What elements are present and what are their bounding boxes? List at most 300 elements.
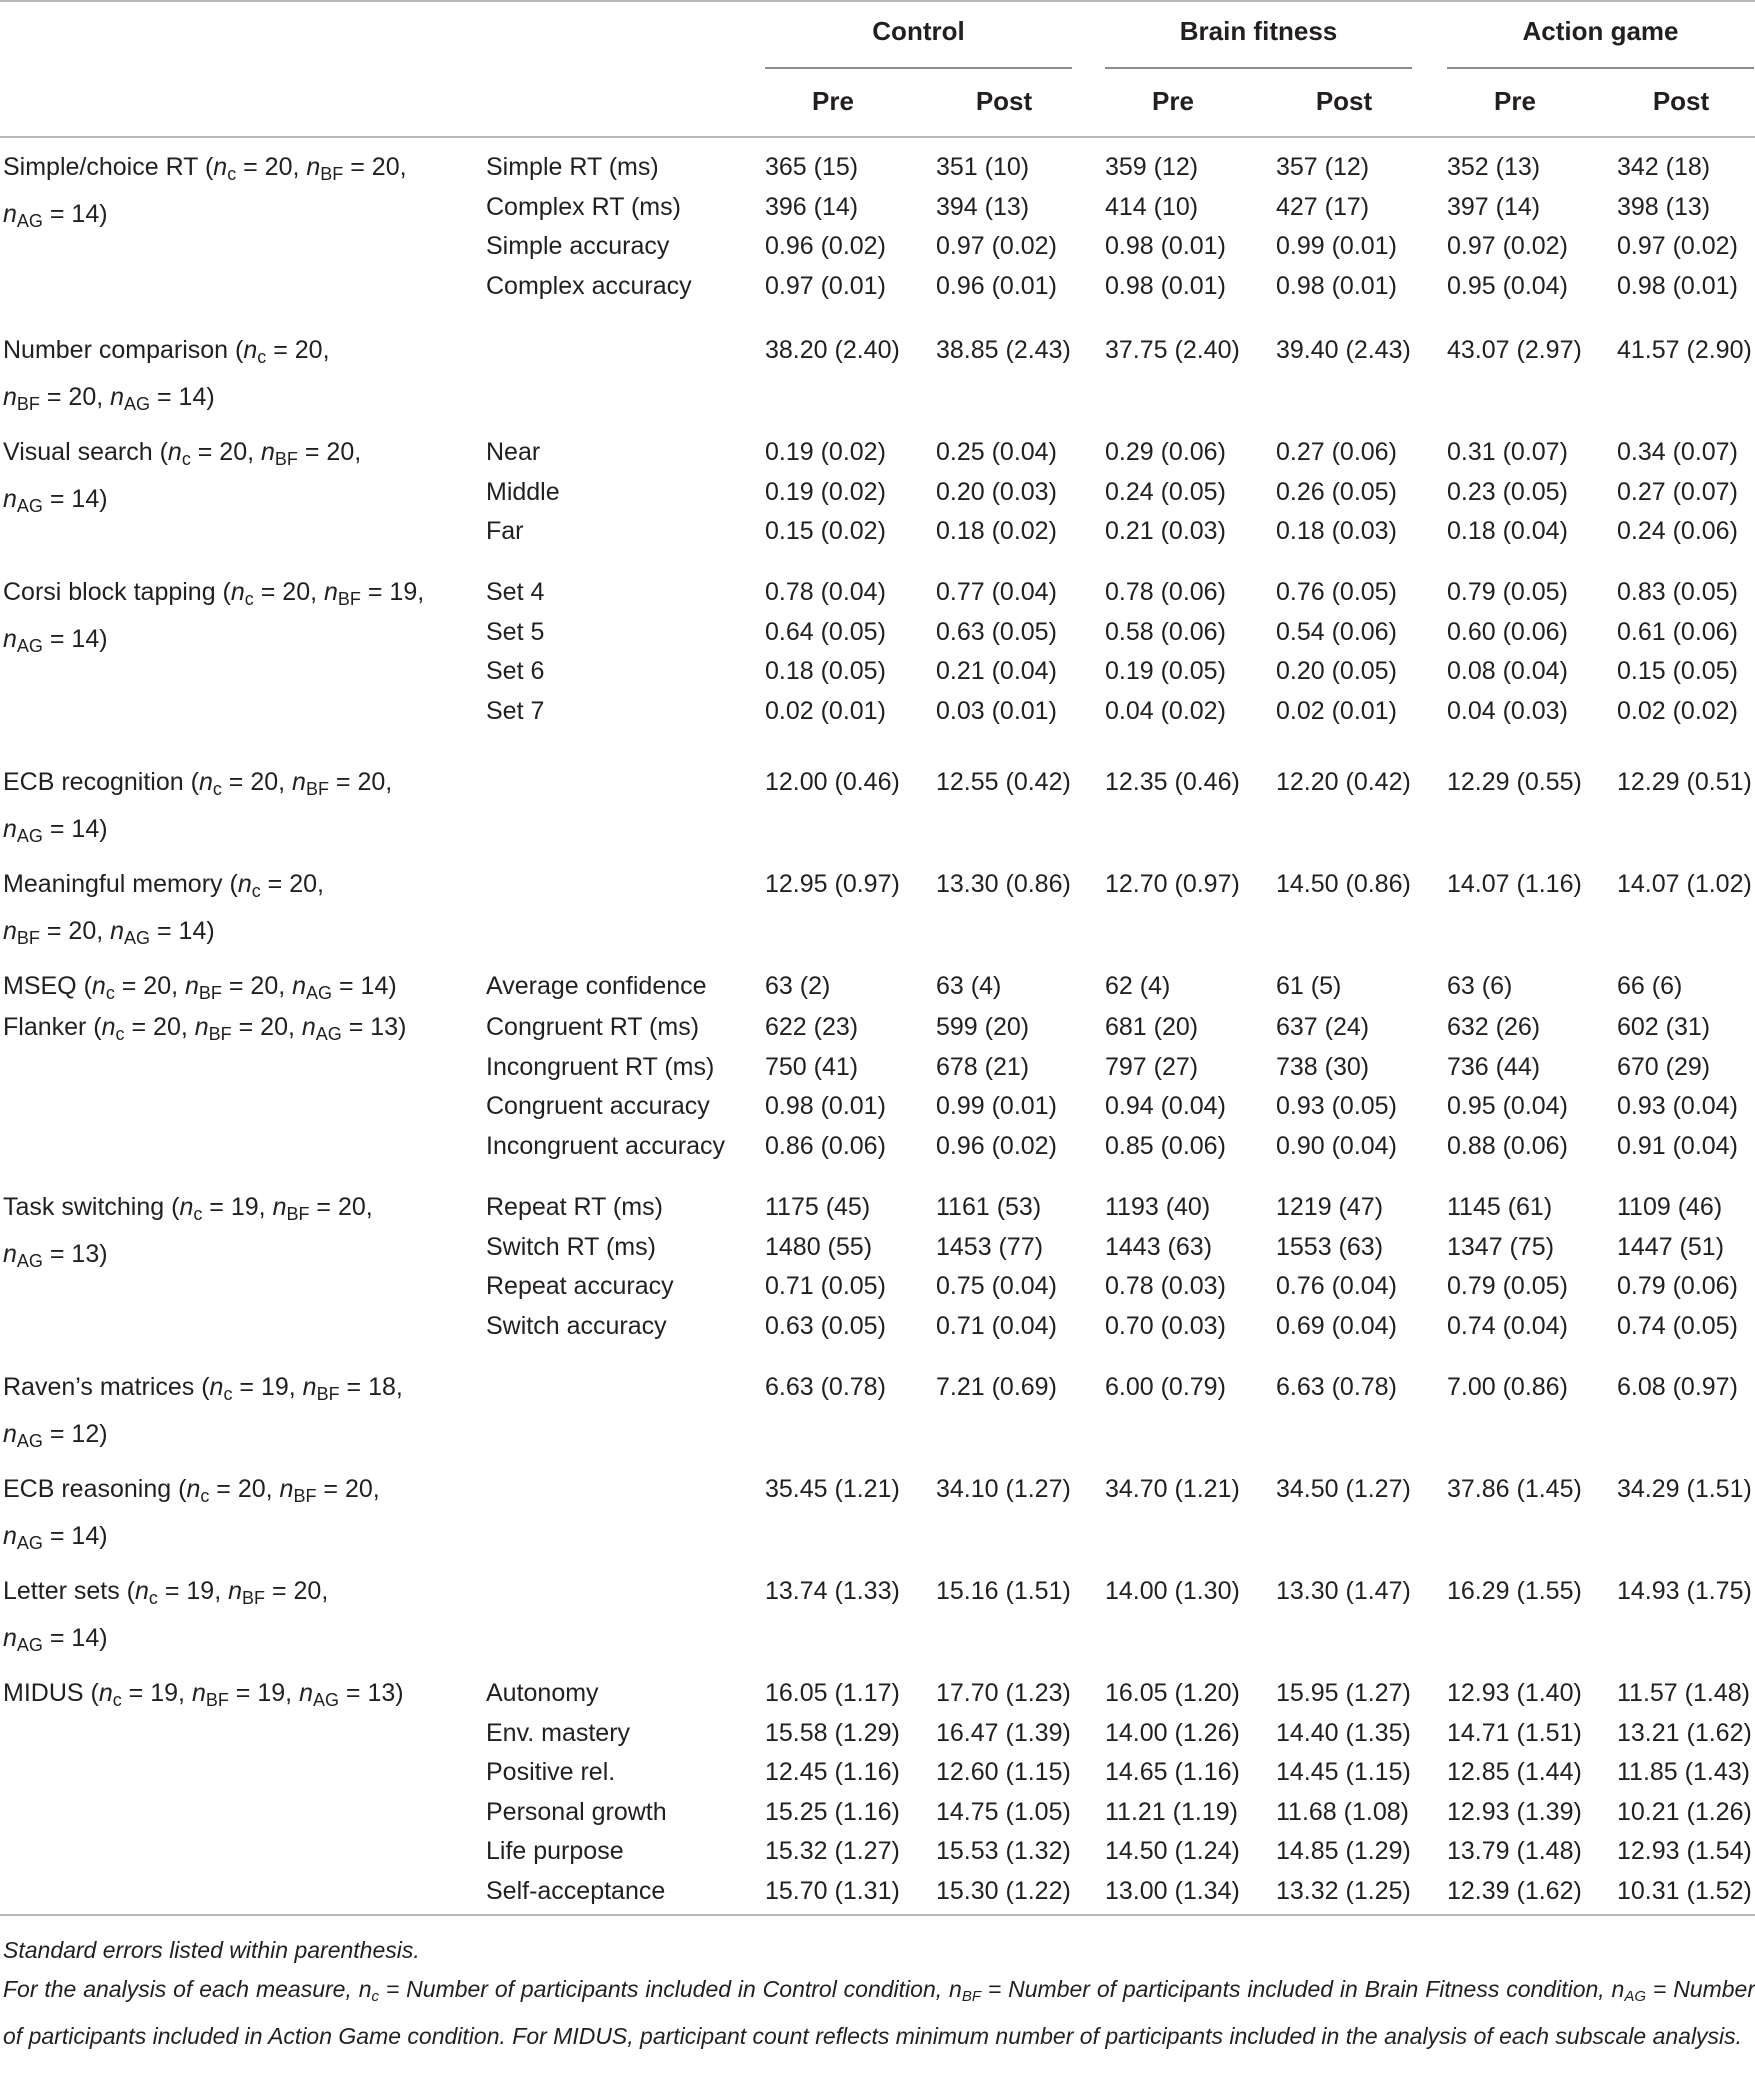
table-cell: 12.29 (0.51) [1617,768,1752,796]
text-segment: = 13) [42,1240,108,1268]
footnote-standard-errors: Standard errors listed within parenthesis. [3,1937,420,1963]
text-segment: = 13) [341,1013,407,1041]
n-subscript: AG [1624,1988,1647,2005]
n-symbol: n [3,1240,17,1268]
table-cell: 0.02 (0.02) [1617,696,1738,725]
table-cell: 0.77 (0.04) [936,578,1057,606]
n-subscript: BF [286,1204,310,1224]
text-segment: MIDUS ( [3,1679,99,1707]
text-segment: Letter sets ( [3,1577,135,1605]
table-cell: 6.00 (0.79) [1105,1373,1226,1401]
text-segment: Visual search ( [3,438,168,466]
n-symbol: n [185,972,199,1000]
table-cell: 12.00 (0.46) [765,768,900,796]
table-cell: 43.07 (2.97) [1447,336,1582,364]
group-header-control: Control [872,16,965,46]
table-cell: 12.70 (0.97) [1105,870,1240,898]
table-cell: 0.02 (0.01) [765,696,886,725]
subscale-label: Self-acceptance [486,1877,666,1905]
table-cell: 0.18 (0.03) [1276,517,1397,546]
text-segment: = 20, [316,1475,380,1503]
table-cell: 15.58 (1.29) [765,1718,900,1747]
table-cell: 6.63 (0.78) [765,1373,886,1401]
table-cell: 13.21 (1.62) [1617,1718,1752,1747]
table-cell: 0.34 (0.07) [1617,438,1738,466]
table-cell: 12.20 (0.42) [1276,768,1411,796]
n-subscript: BF [242,1588,266,1608]
n-symbol: n [167,438,182,466]
n-subscript: BF [16,928,40,948]
table-cell: 670 (29) [1617,1052,1711,1081]
sub-header-control-pre: Pre [812,86,854,116]
table-cell: 0.98 (0.01) [765,1092,886,1121]
n-subscript: AG [16,1251,43,1271]
table-cell: 16.29 (1.55) [1447,1577,1582,1605]
subscale-label: Congruent accuracy [486,1092,710,1121]
table-cell: 12.85 (1.44) [1447,1758,1582,1787]
table-cell: 34.50 (1.27) [1276,1475,1411,1503]
table-cell: 15.53 (1.32) [936,1837,1071,1866]
n-subscript: c [251,881,261,901]
text-segment: = 20, [266,336,330,364]
n-subscript: BF [320,164,344,184]
table-cell: 13.30 (0.86) [936,870,1071,898]
subscale-label: Repeat accuracy [486,1272,674,1301]
table-cell: 0.63 (0.05) [765,1311,886,1340]
n-symbol: n [243,336,258,364]
table-cell: 0.58 (0.06) [1105,617,1226,646]
table-cell: 0.93 (0.05) [1276,1092,1397,1121]
table-cell: 14.71 (1.51) [1447,1718,1582,1747]
table-cell: 15.16 (1.51) [936,1577,1071,1605]
table-cell: 0.03 (0.01) [936,696,1057,725]
n-symbol: n [213,153,228,181]
table-cell: 0.64 (0.05) [765,617,886,646]
table-cell: 0.98 (0.01) [1617,271,1738,300]
table-cell: 0.21 (0.03) [1105,517,1226,546]
table-cell: 1109 (46) [1617,1193,1723,1221]
subscale-label: Far [486,517,524,546]
table-cell: 35.45 (1.21) [765,1475,900,1503]
measure-name [3,1469,403,1563]
table-cell: 0.95 (0.04) [1447,271,1568,300]
text-segment: = 12) [42,1420,108,1448]
n-symbol: n [3,1420,17,1448]
table-cell: 0.18 (0.04) [1447,517,1568,546]
n-symbol: n [91,972,106,1000]
n-subscript: BF [274,449,298,469]
n-subscript: AG [16,636,43,656]
header-rule [0,136,1755,138]
subscale-label: Life purpose [486,1837,624,1866]
text-segment: = 19, [202,1193,273,1221]
n-symbol: n [198,768,213,796]
table-cell: 14.65 (1.16) [1105,1758,1240,1787]
n-subscript: AG [312,1690,339,1710]
text-segment: ECB reasoning ( [3,1475,187,1503]
text-segment: ECB recognition ( [3,768,199,796]
table-cell: 359 (12) [1105,153,1199,181]
table-cell: 0.04 (0.03) [1447,696,1568,725]
table-cell: 0.18 (0.02) [936,517,1057,546]
sub-header-brain-fitness-post: Post [1315,86,1373,116]
sub-header-action-game-pre: Pre [1494,86,1536,116]
n-subscript: BF [198,983,222,1003]
table-cell: 681 (20) [1105,1013,1199,1041]
table-cell: 12.35 (0.46) [1105,768,1240,796]
n-subscript: c [223,1384,233,1404]
measure-name [3,330,353,424]
subscale-label: Switch accuracy [486,1311,667,1340]
text-segment: = 14) [42,485,108,513]
text-segment: = 20, [221,972,293,1000]
table-cell: 15.30 (1.22) [936,1877,1071,1905]
n-subscript: BF [961,1988,981,2005]
text-segment: = 19, [157,1577,229,1605]
table-cell: 11.57 (1.48) [1617,1679,1750,1707]
table-cell: 0.15 (0.05) [1617,657,1738,686]
table-cell: 0.98 (0.01) [1105,271,1226,300]
text-segment: = 20, [39,917,111,945]
n-subscript: AG [315,1024,342,1044]
group-header-action-game: Action game [1522,16,1679,46]
text-segment: = 20, [236,153,307,181]
n-subscript: BF [16,394,40,414]
table-cell: 38.20 (2.40) [765,336,900,364]
table-cell: 0.78 (0.04) [765,578,886,606]
subscale-label: Switch RT (ms) [486,1232,656,1261]
table-cell: 0.19 (0.02) [765,438,886,466]
n-symbol: n [209,1373,224,1401]
table-cell: 0.97 (0.02) [1617,232,1738,261]
table-cell: 0.96 (0.01) [936,271,1057,300]
group-rule-brain-fitness [1105,67,1412,69]
n-subscript: AG [16,1635,43,1655]
n-subscript: c [181,449,191,469]
group-rule-action-game [1447,67,1754,69]
n-subscript: BF [305,779,329,799]
table-cell: 14.00 (1.30) [1105,1577,1240,1605]
measure-name [3,1673,433,1720]
table-cell: 0.27 (0.06) [1276,438,1397,466]
n-symbol: n [279,1475,294,1503]
table-cell: 1145 (61) [1447,1193,1553,1221]
n-symbol: n [302,1373,317,1401]
text-segment: = Number of participants included in Brain Fitness condition, [980,1976,1612,2002]
table-cell: 0.15 (0.02) [765,517,886,546]
n-symbol: n [306,153,321,181]
table-cell: 0.95 (0.04) [1447,1092,1568,1121]
text-segment: Simple/choice RT ( [3,153,214,181]
table-cell: 34.70 (1.21) [1105,1475,1240,1503]
table-cell: 0.78 (0.03) [1105,1272,1226,1301]
table-cell: 12.39 (1.62) [1447,1877,1582,1905]
n-subscript: c [244,589,254,609]
table-cell: 0.79 (0.05) [1447,1272,1568,1301]
n-subscript: c [200,1486,210,1506]
n-symbol: n [301,1013,316,1041]
table-cell: 0.79 (0.05) [1447,578,1568,606]
n-symbol: n [272,1193,287,1221]
subscale-label: Middle [486,477,560,506]
text-segment: = 14) [42,815,108,843]
table-cell: 13.00 (1.34) [1105,1877,1240,1905]
table-cell: 342 (18) [1617,153,1711,181]
n-subscript: c [115,1024,125,1044]
n-symbol: n [358,1976,372,2002]
table-cell: 0.99 (0.01) [1276,232,1397,261]
text-segment: = 20, [190,438,262,466]
n-symbol: n [101,1013,116,1041]
measure-name [3,1007,433,1054]
n-symbol: n [191,1679,206,1707]
table-cell: 12.93 (1.54) [1617,1837,1752,1866]
table-cell: 0.08 (0.04) [1447,657,1568,686]
text-segment: Task switching ( [3,1193,180,1221]
table-cell: 0.54 (0.06) [1276,617,1397,646]
text-segment: = Number of participants included in Control condition, [379,1976,950,2002]
table-cell: 1553 (63) [1276,1232,1384,1261]
text-segment: Raven’s matrices ( [3,1373,210,1401]
subscale-label: Congruent RT (ms) [486,1013,700,1041]
table-cell: 1219 (47) [1276,1193,1384,1221]
table-cell: 0.26 (0.05) [1276,477,1397,506]
table-cell: 351 (10) [936,153,1030,181]
table-cell: 14.45 (1.15) [1276,1758,1411,1787]
table-cell: 394 (13) [936,192,1030,221]
n-subscript: c [148,1588,158,1608]
sub-header-action-game-post: Post [1652,86,1710,116]
text-segment: = 20, [231,1013,302,1041]
table-cell: 12.93 (1.39) [1447,1797,1582,1826]
table-cell: 14.75 (1.05) [936,1797,1071,1826]
text-segment: For the analysis of each measure, [3,1976,359,2002]
table-cell: 39.40 (2.43) [1276,336,1411,364]
table-cell: 13.79 (1.48) [1447,1837,1582,1866]
table-cell: 396 (14) [765,192,859,221]
table-cell: 0.04 (0.02) [1105,696,1226,725]
table-cell: 0.97 (0.02) [1447,232,1568,261]
table-cell: 0.20 (0.05) [1276,657,1397,686]
table-cell: 678 (21) [936,1052,1030,1081]
text-segment: = 19, [121,1679,192,1707]
table-cell: 17.70 (1.23) [936,1679,1071,1707]
table-cell: 602 (31) [1617,1013,1711,1041]
table-cell: 0.25 (0.04) [936,438,1057,466]
table-cell: 1480 (55) [765,1232,873,1261]
subscale-label: Complex accuracy [486,271,692,300]
table-cell: 63 (6) [1447,972,1513,1000]
text-segment: = 14) [150,383,215,411]
table-cell: 6.63 (0.78) [1276,1373,1397,1401]
table-cell: 0.88 (0.06) [1447,1131,1568,1160]
n-symbol: n [3,200,17,228]
text-segment: Number comparison ( [3,336,244,364]
text-segment: = 13) [338,1679,404,1707]
subscale-label: Env. mastery [486,1718,631,1747]
table-cell: 12.55 (0.42) [936,768,1071,796]
text-segment: = 20, [39,383,111,411]
n-symbol: n [324,578,338,606]
n-subscript: AG [16,826,43,846]
measure-name [3,572,443,666]
table-cell: 63 (2) [765,972,831,1000]
subscale-label: Incongruent accuracy [486,1131,726,1160]
text-segment: Corsi block tapping ( [3,578,231,606]
text-segment: = 14) [42,1624,108,1652]
n-symbol: n [135,1577,149,1605]
table-cell: 738 (30) [1276,1052,1370,1081]
table-cell: 0.23 (0.05) [1447,477,1568,506]
bottom-rule [0,1914,1755,1916]
measure-name [3,1571,353,1665]
n-subscript: c [105,983,115,1003]
table-cell: 13.74 (1.33) [765,1577,900,1605]
table-cell: 0.96 (0.02) [936,1131,1057,1160]
n-symbol: n [3,383,17,411]
table-cell: 599 (20) [936,1013,1030,1041]
table-cell: 0.76 (0.05) [1276,578,1397,606]
table-cell: 414 (10) [1105,192,1199,221]
n-symbol: n [1611,1976,1625,2002]
n-symbol: n [299,1679,313,1707]
n-symbol: n [3,917,17,945]
table-cell: 736 (44) [1447,1052,1541,1081]
text-segment: = 20, [343,153,407,181]
n-symbol: n [237,870,252,898]
text-segment: MSEQ ( [3,972,92,1000]
table-cell: 0.91 (0.04) [1617,1131,1738,1160]
table-cell: 0.98 (0.01) [1105,232,1226,261]
n-subscript: c [257,347,267,367]
table-cell: 62 (4) [1105,972,1171,1000]
table-cell: 0.63 (0.05) [936,617,1057,646]
n-symbol: n [194,1013,209,1041]
table-cell: 12.29 (0.55) [1447,768,1582,796]
n-symbol: n [228,1577,243,1605]
n-subscript: c [193,1204,203,1224]
table-cell: 0.60 (0.06) [1447,617,1568,646]
table-cell: 10.21 (1.26) [1617,1797,1752,1826]
n-symbol: n [110,383,125,411]
subscale-label: Average confidence [486,972,707,1000]
subscale-label: Set 6 [486,657,545,686]
n-subscript: AG [124,394,151,414]
subscale-label: Set 5 [486,617,545,646]
subscale-label: Repeat RT (ms) [486,1193,663,1221]
text-segment: = 20, [124,1013,195,1041]
text-segment: = 19, [360,578,425,606]
table-cell: 1453 (77) [936,1232,1044,1261]
table-cell: 0.97 (0.01) [765,271,886,300]
table-cell: 16.05 (1.20) [1105,1679,1240,1707]
table-cell: 14.50 (0.86) [1276,870,1411,898]
table-cell: 13.30 (1.47) [1276,1577,1411,1605]
table-cell: 14.85 (1.29) [1276,1837,1411,1866]
measure-name [3,762,413,856]
table-cell: 0.75 (0.04) [936,1272,1057,1301]
table-cell: 0.24 (0.05) [1105,477,1226,506]
text-segment: = 20, [114,972,186,1000]
n-subscript: AG [16,496,43,516]
table-cell: 14.07 (1.16) [1447,870,1582,898]
n-symbol: n [3,485,17,513]
table-cell: 14.93 (1.75) [1617,1577,1752,1605]
subscale-label: Simple RT (ms) [486,153,659,181]
table-cell: 632 (26) [1447,1013,1541,1041]
subscale-label: Autonomy [486,1679,599,1707]
table-cell: 0.02 (0.01) [1276,696,1397,725]
table-cell: 0.90 (0.04) [1276,1131,1397,1160]
subscale-label: Simple accuracy [486,232,670,261]
table-cell: 0.20 (0.03) [936,477,1057,506]
measure-name [3,147,433,241]
measure-name [3,864,353,958]
table-cell: 0.61 (0.06) [1617,617,1738,646]
table-cell: 0.74 (0.04) [1447,1311,1568,1340]
table-cell: 0.97 (0.02) [936,232,1057,261]
group-header-brain-fitness: Brain fitness [1179,16,1338,46]
table-cell: 12.95 (0.97) [765,870,900,898]
table-cell: 0.21 (0.04) [936,657,1057,686]
table-cell: 66 (6) [1617,972,1683,1000]
table-cell: 0.83 (0.05) [1617,578,1738,606]
table-cell: 16.05 (1.17) [765,1679,900,1707]
text-segment: = 14) [42,625,108,653]
n-symbol: n [98,1679,113,1707]
text-segment: = 20, [265,1577,329,1605]
sub-header-brain-fitness-pre: Pre [1152,86,1194,116]
table-cell: 37.86 (1.45) [1447,1475,1582,1503]
subscale-label: Positive rel. [486,1758,616,1787]
n-symbol: n [292,768,306,796]
table-cell: 0.76 (0.04) [1276,1272,1397,1301]
table-cell: 0.96 (0.02) [765,232,886,261]
sub-header-control-post: Post [975,86,1033,116]
top-rule [0,0,1755,2]
table-cell: 397 (14) [1447,192,1541,221]
table-cell: 0.74 (0.05) [1617,1311,1738,1340]
text-segment: Flanker ( [3,1013,102,1041]
text-segment: = 19, [232,1373,303,1401]
table-cell: 37.75 (2.40) [1105,336,1240,364]
n-subscript: BF [293,1486,317,1506]
text-segment: = Number of participants included in Action Game condition. For MIDUS, participant count reflects minimum number of participants included in the analysis of each subscale analysis. [3,1976,1755,2049]
subscale-label: Set 7 [486,696,545,725]
n-symbol: n [3,815,17,843]
n-symbol: n [3,1624,17,1652]
n-symbol: n [179,1193,194,1221]
table-cell: 0.93 (0.04) [1617,1092,1738,1121]
n-subscript: AG [16,1431,43,1451]
n-subscript: AG [306,983,333,1003]
table-cell: 11.85 (1.43) [1617,1758,1750,1787]
table-cell: 61 (5) [1276,972,1342,1000]
table-cell: 11.68 (1.08) [1276,1797,1409,1826]
table-cell: 0.71 (0.04) [936,1311,1057,1340]
text-segment: = 20, [253,578,324,606]
table-cell: 0.27 (0.07) [1617,477,1738,506]
table-cell: 1447 (51) [1617,1232,1725,1261]
table-cell: 622 (23) [765,1013,859,1041]
table-cell: 0.69 (0.04) [1276,1311,1397,1340]
table-cell: 13.32 (1.25) [1276,1877,1411,1905]
table-cell: 427 (17) [1276,192,1370,221]
table-cell: 352 (13) [1447,153,1541,181]
text-segment: Meaningful memory ( [3,870,238,898]
text-segment: = 14) [332,972,397,1000]
table-cell: 11.21 (1.19) [1105,1797,1238,1826]
